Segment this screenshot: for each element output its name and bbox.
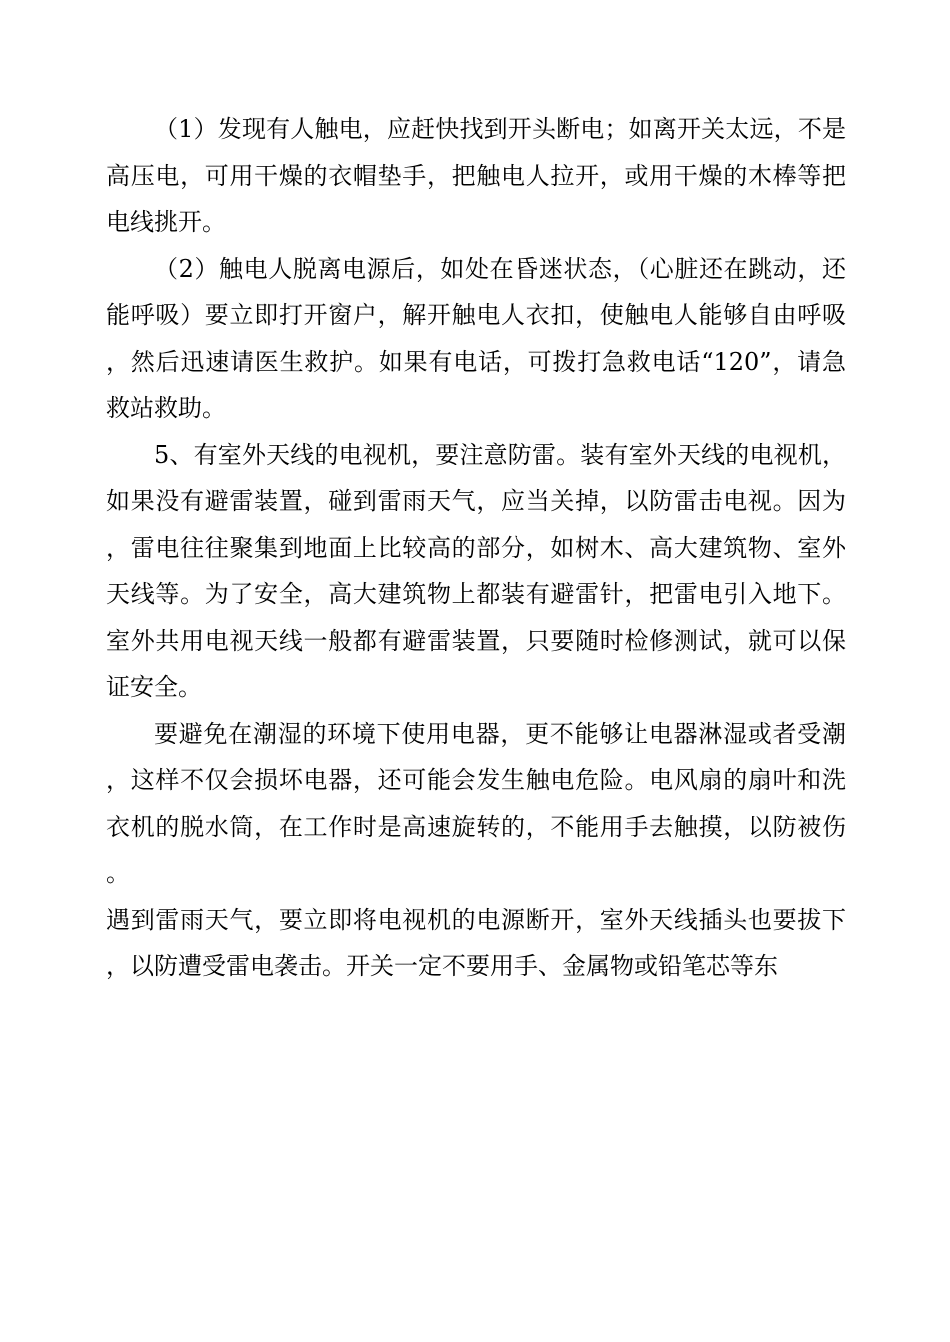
document-body (106, 106, 846, 990)
paragraph-5-thunderstorm: 遇到雷雨天气，要立即将电视机的电源断开，室外天线插头也要拔下，以防遭受雷电袭击。开关一定不要用手、金属物或铅笔芯等东 (106, 905, 846, 980)
paragraph-1-rescue-cut-power: （1）发现有人触电，应赶快找到开头断电；如离开关太远，不是高压电，可用干燥的衣帽垫手，把触电人拉开，或用干燥的木棒等把电线挑开。 (106, 115, 846, 236)
paragraph-2-unconscious-victim: （2）触电人脱离电源后，如处在昏迷状态，（心脏还在跳动，还能呼吸）要立即打开窗户，解开触电人衣扣，使触电人能够自由呼吸，然后迅速请医生救护。如果有电话，可拨打急救电话“120”，请急救站救助。 (106, 254, 846, 422)
paragraph-3-tv-lightning: 5、有室外天线的电视机，要注意防雷。装有室外天线的电视机，如果没有避雷装置，碰到雷雨天气，应当关掉，以防雷击电视。因为，雷电往往聚集到地面上比较高的部分，如树木、高大建筑物、室外天线等。为了安全，高大建筑物上都装有避雷针，把雷电引入地下。室外共用电视天线一般都有避雷装置，只要随时检修测试，就可以保证安全。 (106, 440, 846, 701)
paragraph-4-humidity-appliances: 要避免在潮湿的环境下使用电器，更不能够让电器淋湿或者受潮，这样不仅会损坏电器，还可能会发生触电危险。电风扇的扇叶和洗衣机的脱水筒，在工作时是高速旋转的，不能用手去触摸，以防被伤。 (106, 719, 846, 887)
